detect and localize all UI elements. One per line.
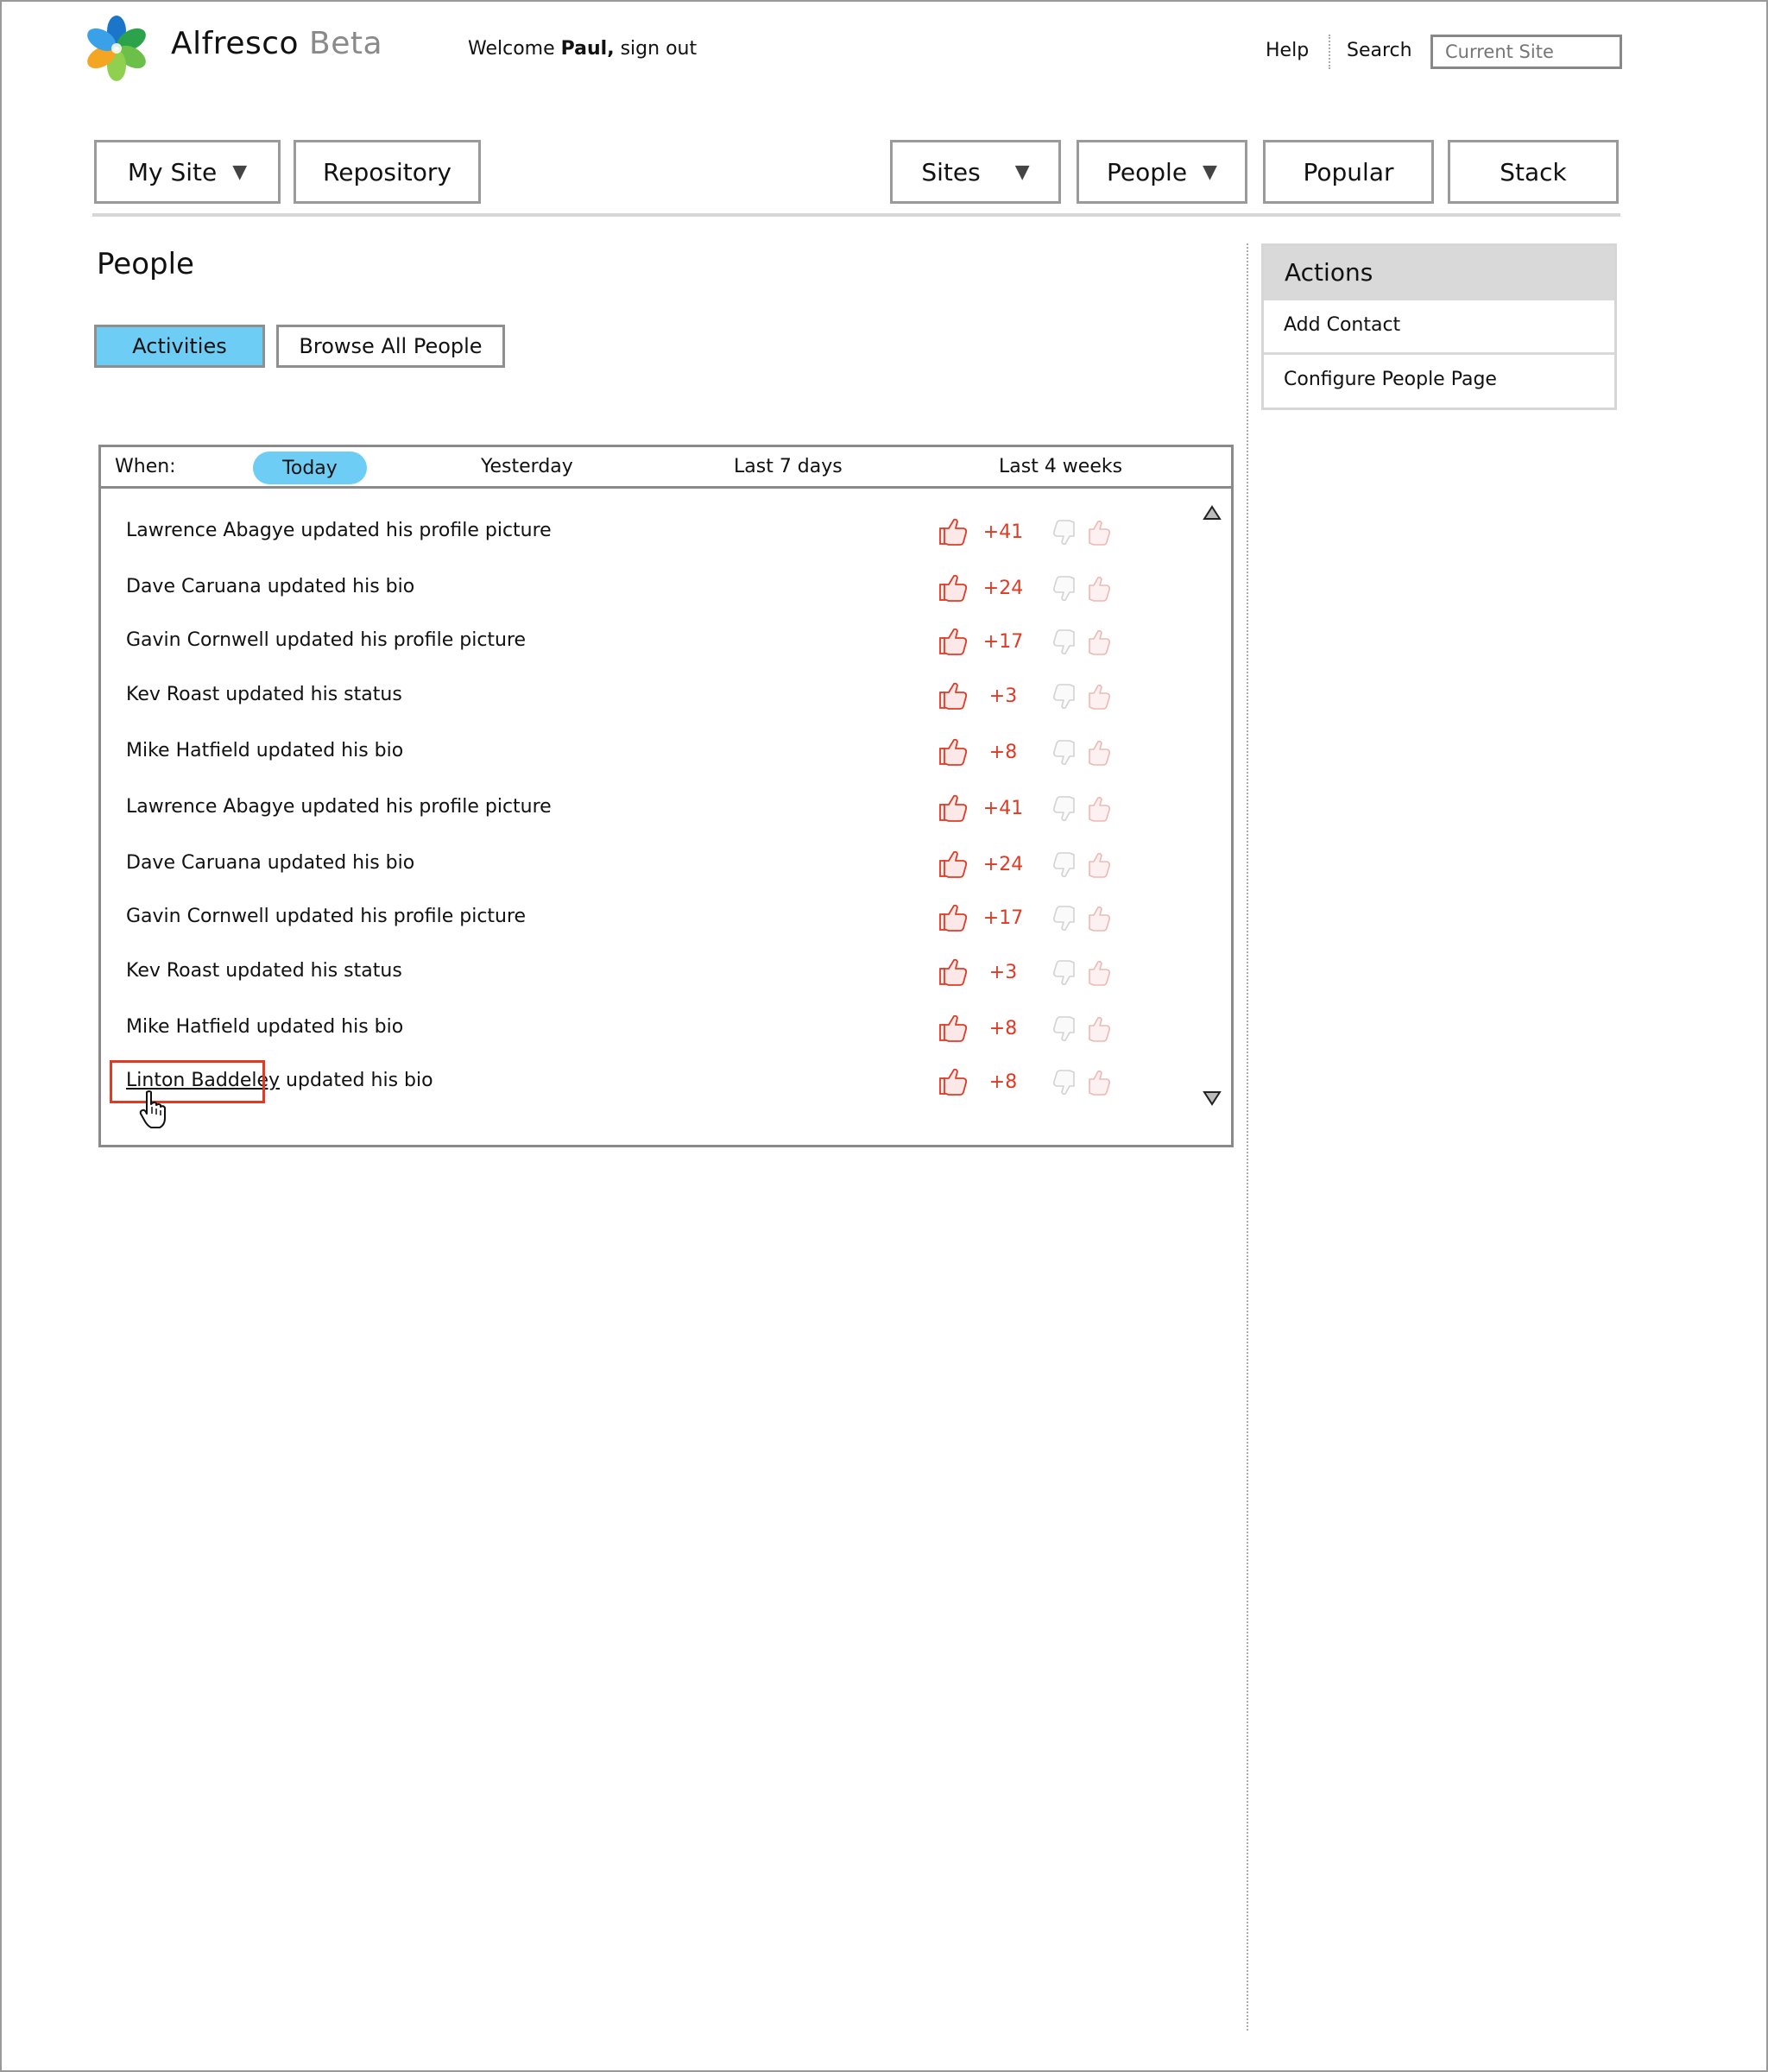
activity-text: Dave Caruana updated his bio [126,852,415,874]
nav-my-site-button[interactable] [94,140,281,204]
when-filter-bar [101,447,1231,489]
nav-sites-label: Sites [921,157,981,186]
nav-stack-button[interactable] [1448,140,1619,204]
thumbs-down-icon[interactable] [1051,1068,1080,1097]
actions-title: Actions [1264,246,1614,298]
thumbs-up-outline-icon[interactable] [1083,738,1113,768]
thumbs-up-outline-icon[interactable] [1083,518,1113,547]
nav-repository-label: Repository [323,157,451,186]
nav-popular-label: Popular [1303,157,1394,186]
hand-cursor-icon [139,1090,172,1129]
welcome-prefix: Welcome [468,38,555,60]
vote-score: +24 [982,578,1024,599]
search-link[interactable]: Search [1347,40,1412,61]
nav-popular-button[interactable] [1263,140,1434,204]
thumbs-up-icon[interactable] [938,1013,969,1044]
thumbs-up-outline-icon[interactable] [1083,850,1113,880]
thumbs-up-icon[interactable] [938,793,969,824]
nav-people-button[interactable] [1077,140,1247,204]
activity-row [101,849,1231,883]
chevron-down-icon: ▼ [1014,161,1030,183]
activity-text: Gavin Cornwell updated his profile picture [126,906,527,927]
tab-activities[interactable]: Activities [94,325,265,368]
nav-people-label: People [1107,157,1188,186]
thumbs-up-outline-icon[interactable] [1083,904,1113,933]
page-title: People [97,247,194,281]
thumbs-down-icon[interactable] [1051,1014,1080,1044]
add-contact-action[interactable]: Add Contact [1264,298,1614,352]
thumbs-up-icon[interactable] [938,516,969,547]
activity-text: Lawrence Abagye updated his profile picture [126,796,552,818]
user-name: Paul, [560,38,615,60]
filter-last-4-weeks[interactable]: Last 4 weeks [999,456,1123,477]
vote-score: +41 [982,798,1024,819]
thumbs-down-icon[interactable] [1051,682,1080,711]
nav-stack-label: Stack [1500,157,1567,186]
tab-browse-all-people[interactable]: Browse All People [276,325,505,368]
alfresco-logo-icon[interactable] [82,14,151,83]
vote-score: +3 [988,962,1018,983]
activity-text: Kev Roast updated his status [126,960,402,982]
column-divider [1247,243,1248,2031]
activity-text: Lawrence Abagye updated his profile picture [126,520,552,541]
filter-today[interactable]: Today [253,452,367,484]
thumbs-down-icon[interactable] [1051,738,1080,768]
activity-text: Mike Hatfield updated his bio [126,1016,404,1038]
configure-people-page-action[interactable]: Configure People Page [1264,352,1614,407]
app-title [171,26,382,61]
thumbs-up-outline-icon[interactable] [1083,1068,1113,1097]
vote-score: +8 [988,1018,1018,1039]
activity-text: Kev Roast updated his status [126,684,402,705]
nav-my-site-label: My Site [127,157,218,186]
vote-score: +17 [982,907,1024,929]
thumbs-up-outline-icon[interactable] [1083,682,1113,711]
vote-score: +24 [982,854,1024,875]
chevron-down-icon: ▼ [1203,161,1217,183]
vote-score: +41 [982,521,1024,543]
activity-row [101,736,1231,771]
thumbs-down-icon[interactable] [1051,518,1080,547]
selection-highlight [110,1060,265,1103]
nav-sites-button[interactable] [890,140,1061,204]
activity-row [101,626,1231,660]
vote-score: +8 [988,742,1018,763]
activity-panel [98,445,1234,1147]
filter-yesterday[interactable]: Yesterday [481,456,573,477]
vote-score: +17 [982,631,1024,653]
thumbs-up-outline-icon[interactable] [1083,1014,1113,1044]
chevron-down-icon: ▼ [232,161,248,183]
activity-description: updated his bio [280,1070,433,1091]
activity-row [101,572,1231,607]
nav-divider [92,213,1620,217]
actions-panel [1261,243,1617,410]
vote-score: +8 [988,1071,1018,1093]
vote-score: +3 [988,685,1018,707]
thumbs-up-icon[interactable] [938,572,969,603]
help-link[interactable]: Help [1266,40,1310,61]
thumbs-up-outline-icon[interactable] [1083,574,1113,603]
activity-row [101,902,1231,937]
filter-last-7-days[interactable]: Last 7 days [734,456,843,477]
thumbs-down-icon[interactable] [1051,794,1080,824]
thumbs-down-icon[interactable] [1051,958,1080,988]
thumbs-up-icon[interactable] [938,849,969,880]
header-divider [1329,35,1330,69]
app-beta-label: Beta [309,26,383,61]
scroll-down-arrow-icon[interactable] [1203,1090,1222,1106]
thumbs-up-icon[interactable] [938,902,969,933]
activity-row [101,793,1231,827]
thumbs-up-icon[interactable] [938,736,969,768]
thumbs-down-icon[interactable] [1051,850,1080,880]
activity-text: Dave Caruana updated his bio [126,576,415,597]
app-name: Alfresco [171,26,300,61]
activity-row [101,680,1231,715]
thumbs-down-icon[interactable] [1051,574,1080,603]
activity-text: Mike Hatfield updated his bio [126,740,404,761]
nav-repository-button[interactable] [294,140,481,204]
thumbs-up-icon[interactable] [938,680,969,711]
welcome-message [468,38,697,60]
activity-row [101,957,1231,991]
thumbs-down-icon[interactable] [1051,904,1080,933]
thumbs-up-icon[interactable] [938,626,969,657]
thumbs-up-icon[interactable] [938,1066,969,1097]
thumbs-up-icon[interactable] [938,957,969,988]
when-label: When: [115,456,176,477]
thumbs-up-outline-icon[interactable] [1083,958,1113,988]
activity-row [101,1013,1231,1047]
site-search-input[interactable] [1430,35,1622,69]
activity-row [101,516,1231,551]
thumbs-down-icon[interactable] [1051,628,1080,657]
sign-out-link[interactable]: sign out [620,38,698,60]
thumbs-up-outline-icon[interactable] [1083,794,1113,824]
person-link[interactable]: Linton Baddeley [126,1070,281,1091]
activity-row [101,1066,1231,1101]
activity-text: Gavin Cornwell updated his profile picture [126,629,527,651]
thumbs-up-outline-icon[interactable] [1083,628,1113,657]
